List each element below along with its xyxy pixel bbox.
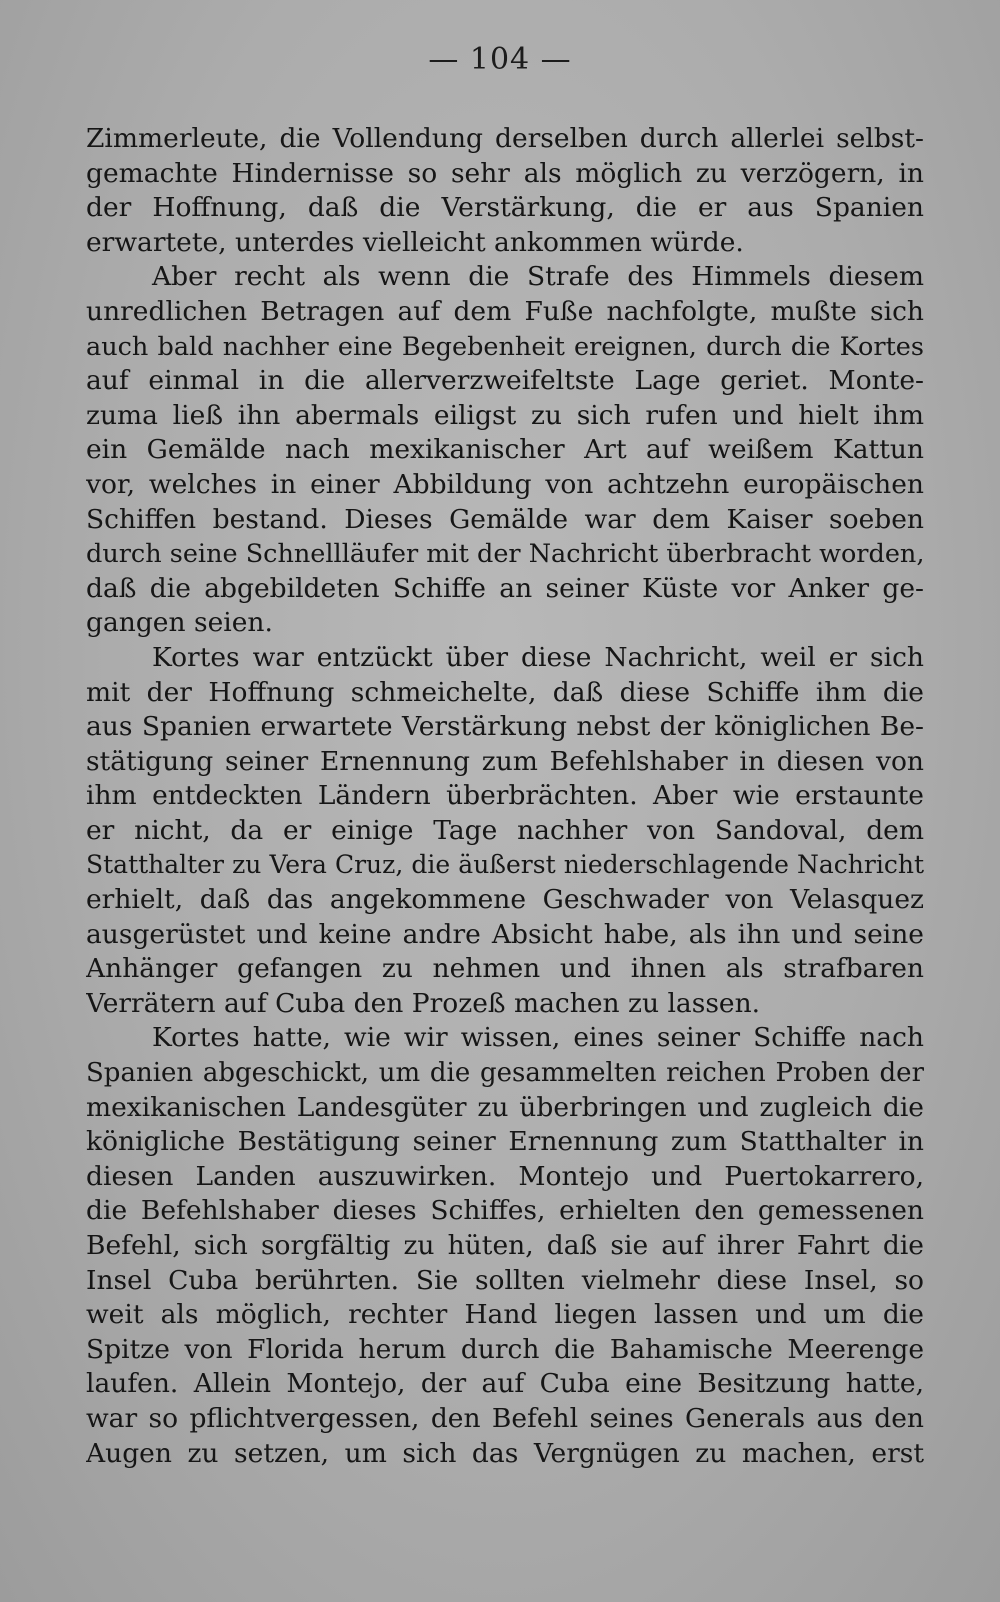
text-line: Zimmerleute, die Vollendung derselben durch allerlei selbst-	[86, 123, 924, 154]
text-line: unredlichen Betragen auf dem Fuße nachfolgte, mußte sich	[86, 295, 924, 327]
text-line: daß die abgebildeten Schiffe an seiner Küste vor Anker ge-	[86, 572, 924, 604]
text-line: durch seine Schnellläufer mit der Nachricht überbracht worden,	[86, 539, 924, 570]
text-line: auch bald nachher eine Begebenheit ereignen, durch die Kortes	[86, 331, 924, 362]
text-line: Aber recht als wenn die Strafe des Himmels diesem	[152, 261, 924, 293]
text-line: der Hoffnung, daß die Verstärkung, die er aus Spanien	[86, 192, 924, 224]
page-number: — 104 —	[428, 42, 572, 77]
text-line: Spitze von Florida herum durch die Bahamische Meerenge	[86, 1333, 924, 1365]
text-line: Kortes hatte, wie wir wissen, eines seiner Schiffe nach	[152, 1022, 924, 1054]
text-line: auf einmal in die allerverzweifeltste Lage geriet. Monte-	[86, 365, 924, 397]
text-line: weit als möglich, rechter Hand liegen lassen und um die	[86, 1299, 924, 1331]
body-text	[86, 122, 924, 1471]
text-line: aus Spanien erwartete Verstärkung nebst der königlichen Be-	[86, 711, 924, 743]
text-line: war so pflichtvergessen, den Befehl seines Generals aus den	[86, 1402, 924, 1434]
text-line: mexikanischen Landesgüter zu überbringen und zugleich die	[86, 1091, 924, 1123]
text-line: die Befehlshaber dieses Schiffes, erhielten den gemessenen	[86, 1195, 924, 1227]
text-line: ein Gemälde nach mexikanischer Art auf weißem Kattun	[86, 434, 924, 466]
text-line: gangen seien.	[86, 607, 273, 639]
text-line: Befehl, sich sorgfältig zu hüten, daß sie auf ihrer Fahrt die	[86, 1230, 924, 1261]
text-line: Statthalter zu Vera Cruz, die äußerst niederschlagende Nachricht	[86, 850, 924, 880]
text-line: erwartete, unterdes vielleicht ankommen würde.	[86, 226, 744, 258]
text-line: ihm entdeckten Ländern überbrächten. Aber wie erstaunte	[86, 780, 924, 812]
text-line: Schiffen bestand. Dieses Gemälde war dem Kaiser soeben	[86, 503, 924, 535]
text-line: laufen. Allein Montejo, der auf Cuba eine Besitzung hatte,	[86, 1368, 924, 1400]
text-line: Anhänger gefangen zu nehmen und ihnen als strafbaren	[86, 953, 924, 985]
text-line: er nicht, da er einige Tage nachher von Sandoval, dem	[86, 814, 924, 846]
text-line: Kortes war entzückt über diese Nachricht, weil er sich	[152, 641, 924, 673]
text-line: ausgerüstet und keine andre Absicht habe, als ihn und seine	[86, 918, 924, 950]
text-line: stätigung seiner Ernennung zum Befehlshaber in diesen von	[86, 745, 924, 777]
text-line: vor, welches in einer Abbildung von achtzehn europäischen	[86, 468, 924, 500]
text-line: erhielt, daß das angekommene Geschwader von Velasquez	[86, 884, 924, 916]
text-line: königliche Bestätigung seiner Ernennung zum Statthalter in	[86, 1126, 924, 1158]
text-line: Insel Cuba berührten. Sie sollten vielmehr diese Insel, so	[86, 1264, 924, 1296]
text-line: Spanien abgeschickt, um die gesammelten reichen Proben der	[86, 1058, 924, 1089]
text-line: Verrätern auf Cuba den Prozeß machen zu lassen.	[86, 987, 761, 1019]
text-line: Augen zu setzen, um sich das Vergnügen zu machen, erst	[86, 1437, 924, 1469]
text-line: diesen Landen auszuwirken. Montejo und Puertokarrero,	[86, 1160, 924, 1192]
text-line: zuma ließ ihn abermals eiligst zu sich rufen und hielt ihm	[86, 399, 924, 431]
text-line: gemachte Hindernisse so sehr als möglich zu verzögern, in	[86, 157, 924, 189]
text-line: mit der Hoffnung schmeichelte, daß diese Schiffe ihm die	[86, 676, 924, 708]
